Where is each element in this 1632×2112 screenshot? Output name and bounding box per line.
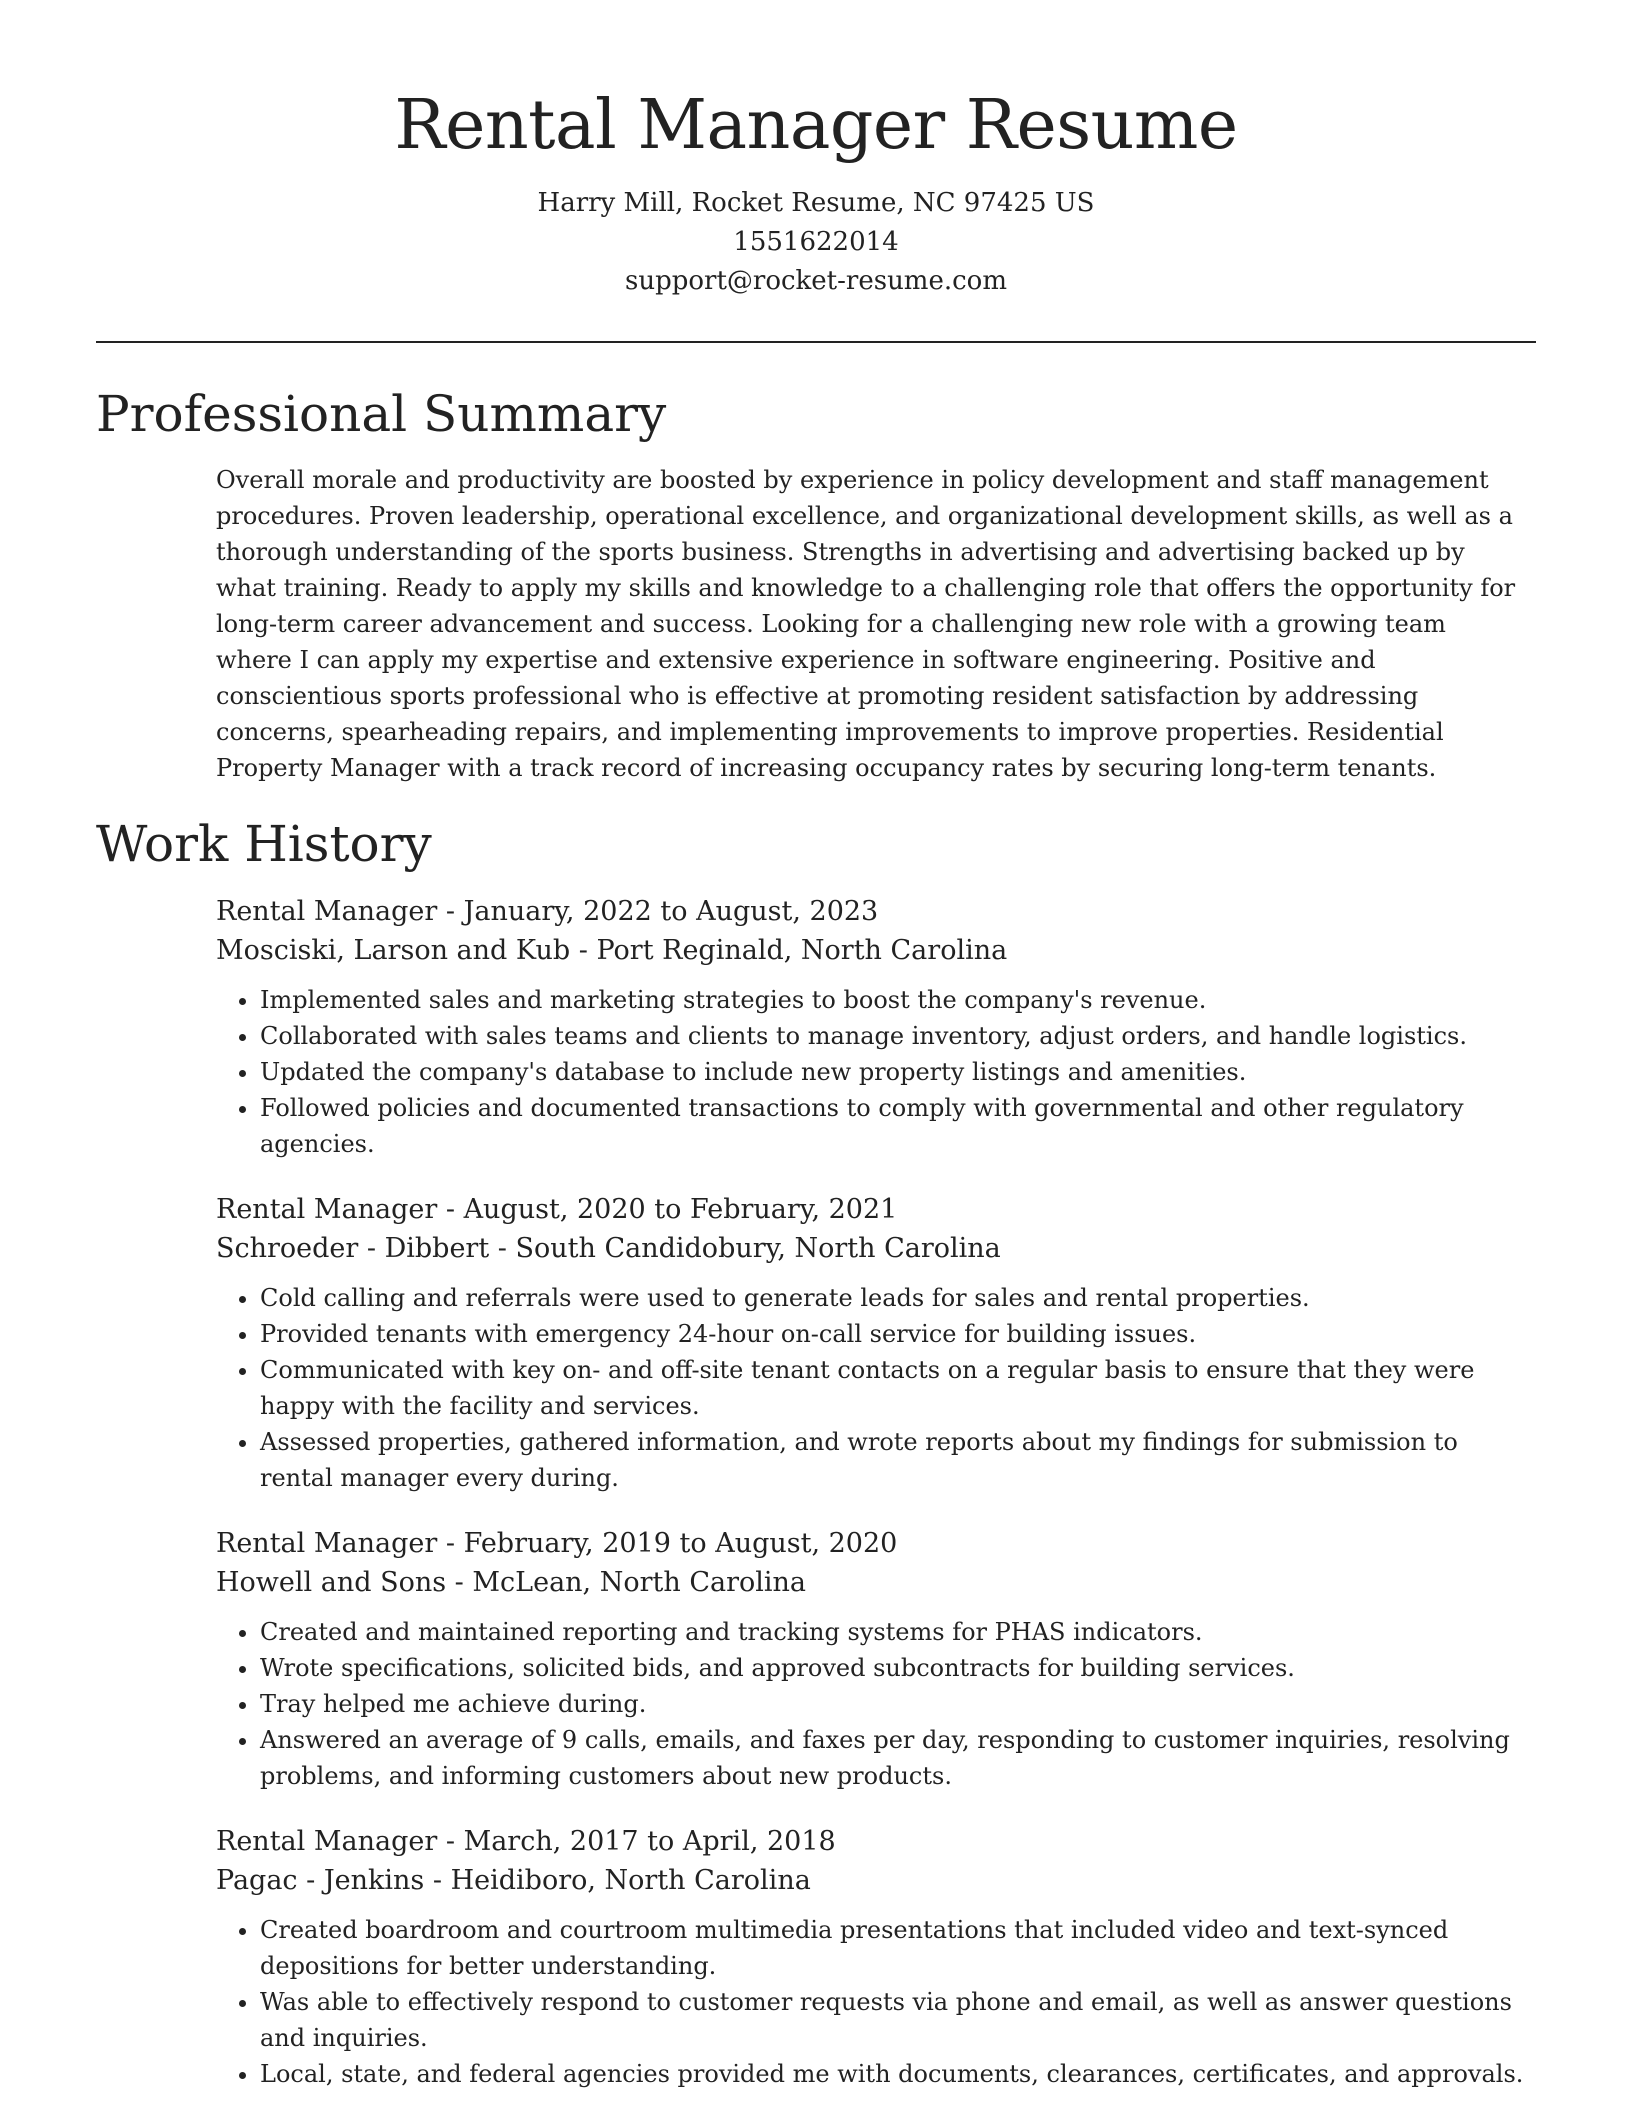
job-company: Howell and Sons [216,1567,447,1598]
contact-address: Harry Mill, Rocket Resume, NC 97425 US [537,188,1095,218]
job-position: Rental Manager [216,1528,438,1559]
contact-email: support@rocket-resume.com [624,266,1007,296]
job-location: Port Reginald, North Carolina [596,935,1008,966]
job-position: Rental Manager [216,896,438,927]
job-position: Rental Manager [216,1826,438,1857]
summary-text: Overall morale and productivity are boosted by experience in policy development and staff management procedures. Proven leadership, operational excellence, and organizational development skills, as well as a thorough understanding of the sports business. Strengths in advertising and advertising backed up by what training. Ready to apply my skills and knowledge to a challenging role that offers the opportunity for long-term career advancement and success. Looking for a challenging new role with a growing team where I can apply my expertise and extensive experience in software engineering. Positive and conscientious sports professional who is effective at promoting resident satisfaction by addressing concerns, spearheading repairs, and implementing improvements to improve properties. Residential Property Manager with a track record of increasing occupancy rates by securing long-term tenants. [216,466,1516,782]
job-company-line: Mosciski, Larson and Kub - Port Reginald, North Carolina [216,935,1008,966]
job-bullet: • Updated the company's database to include new property listings and amenities. [260,1054,1536,1090]
job-title-line: Rental Manager - August, 2020 to February, 2021 [216,1194,898,1225]
job-bullet: • Provided tenants with emergency 24-hour on-call service for building issues. [260,1316,1536,1352]
job-bullet: • Assessed properties, gathered information, and wrote reports about my findings for submission to rental manager every during. [260,1424,1536,1496]
contact-info [0,184,1632,301]
contact-phone: 1551622014 [733,227,899,257]
job-company-line: Pagac - Jenkins - Heidiboro, North Carolina [216,1865,811,1896]
job-company-line: Howell and Sons - McLean, North Carolina [216,1567,807,1598]
job-bullets [216,1912,1536,2092]
resume-header [0,80,1632,301]
job-location: Heidiboro, North Carolina [450,1865,811,1896]
job-entry [216,1524,1536,1794]
job-entry [216,892,1536,1162]
job-title-line: Rental Manager - January, 2022 to August, 2023 [216,896,879,927]
job-bullet: • Cold calling and referrals were used to generate leads for sales and rental properties. [260,1280,1536,1316]
job-bullet: • Created boardroom and courtroom multimedia presentations that included video and text-synced depositions for better understanding. [260,1912,1536,1984]
job-position: Rental Manager [216,1194,438,1225]
job-entry [216,1190,1536,1496]
job-dates: February, 2019 to August, 2020 [463,1528,898,1559]
job-location: McLean, North Carolina [472,1567,807,1598]
job-bullets [216,982,1536,1162]
job-company: Mosciski, Larson and Kub [216,935,571,966]
job-company: Pagac - Jenkins [216,1865,425,1896]
job-bullet: • Wrote specifications, solicited bids, and approved subcontracts for building services. [260,1650,1536,1686]
job-bullet: • Created and maintained reporting and tracking systems for PHAS indicators. [260,1614,1536,1650]
summary-heading: Professional Summary [96,385,667,443]
job-bullet: • Followed policies and documented transactions to comply with governmental and other regulatory agencies. [260,1090,1536,1162]
job-company: Schroeder - Dibbert [216,1233,490,1264]
job-title-line: Rental Manager - February, 2019 to August, 2020 [216,1528,898,1559]
job-dates: January, 2022 to August, 2023 [463,896,879,927]
job-bullets [216,1280,1536,1496]
header-divider [96,341,1536,343]
job-dates: March, 2017 to April, 2018 [463,1826,836,1857]
work-history-heading: Work History [96,815,432,873]
job-bullet: • Local, state, and federal agencies provided me with documents, clearances, certificates, and approvals. [260,2056,1536,2092]
job-location: South Candidobury, North Carolina [515,1233,1001,1264]
work-history-list [216,892,1536,2112]
job-company-line: Schroeder - Dibbert - South Candidobury, North Carolina [216,1233,1001,1264]
job-bullet: • Answered an average of 9 calls, emails, and faxes per day, responding to customer inquiries, resolving problems, and informing customers about new products. [260,1722,1536,1794]
resume-title: Rental Manager Resume [394,86,1238,165]
job-bullet: • Communicated with key on- and off-site tenant contacts on a regular basis to ensure that they were happy with the facility and services. [260,1352,1536,1424]
job-bullet: • Tray helped me achieve during. [260,1686,1536,1722]
job-dates: August, 2020 to February, 2021 [463,1194,898,1225]
job-bullet: • Was able to effectively respond to customer requests via phone and email, as well as answer questions and inquiries. [260,1984,1536,2056]
job-title-line: Rental Manager - March, 2017 to April, 2018 [216,1826,836,1857]
job-bullet: • Collaborated with sales teams and clients to manage inventory, adjust orders, and handle logistics. [260,1018,1536,1054]
job-bullets [216,1614,1536,1794]
job-bullet: • Implemented sales and marketing strategies to boost the company's revenue. [260,982,1536,1018]
job-entry [216,1822,1536,2092]
